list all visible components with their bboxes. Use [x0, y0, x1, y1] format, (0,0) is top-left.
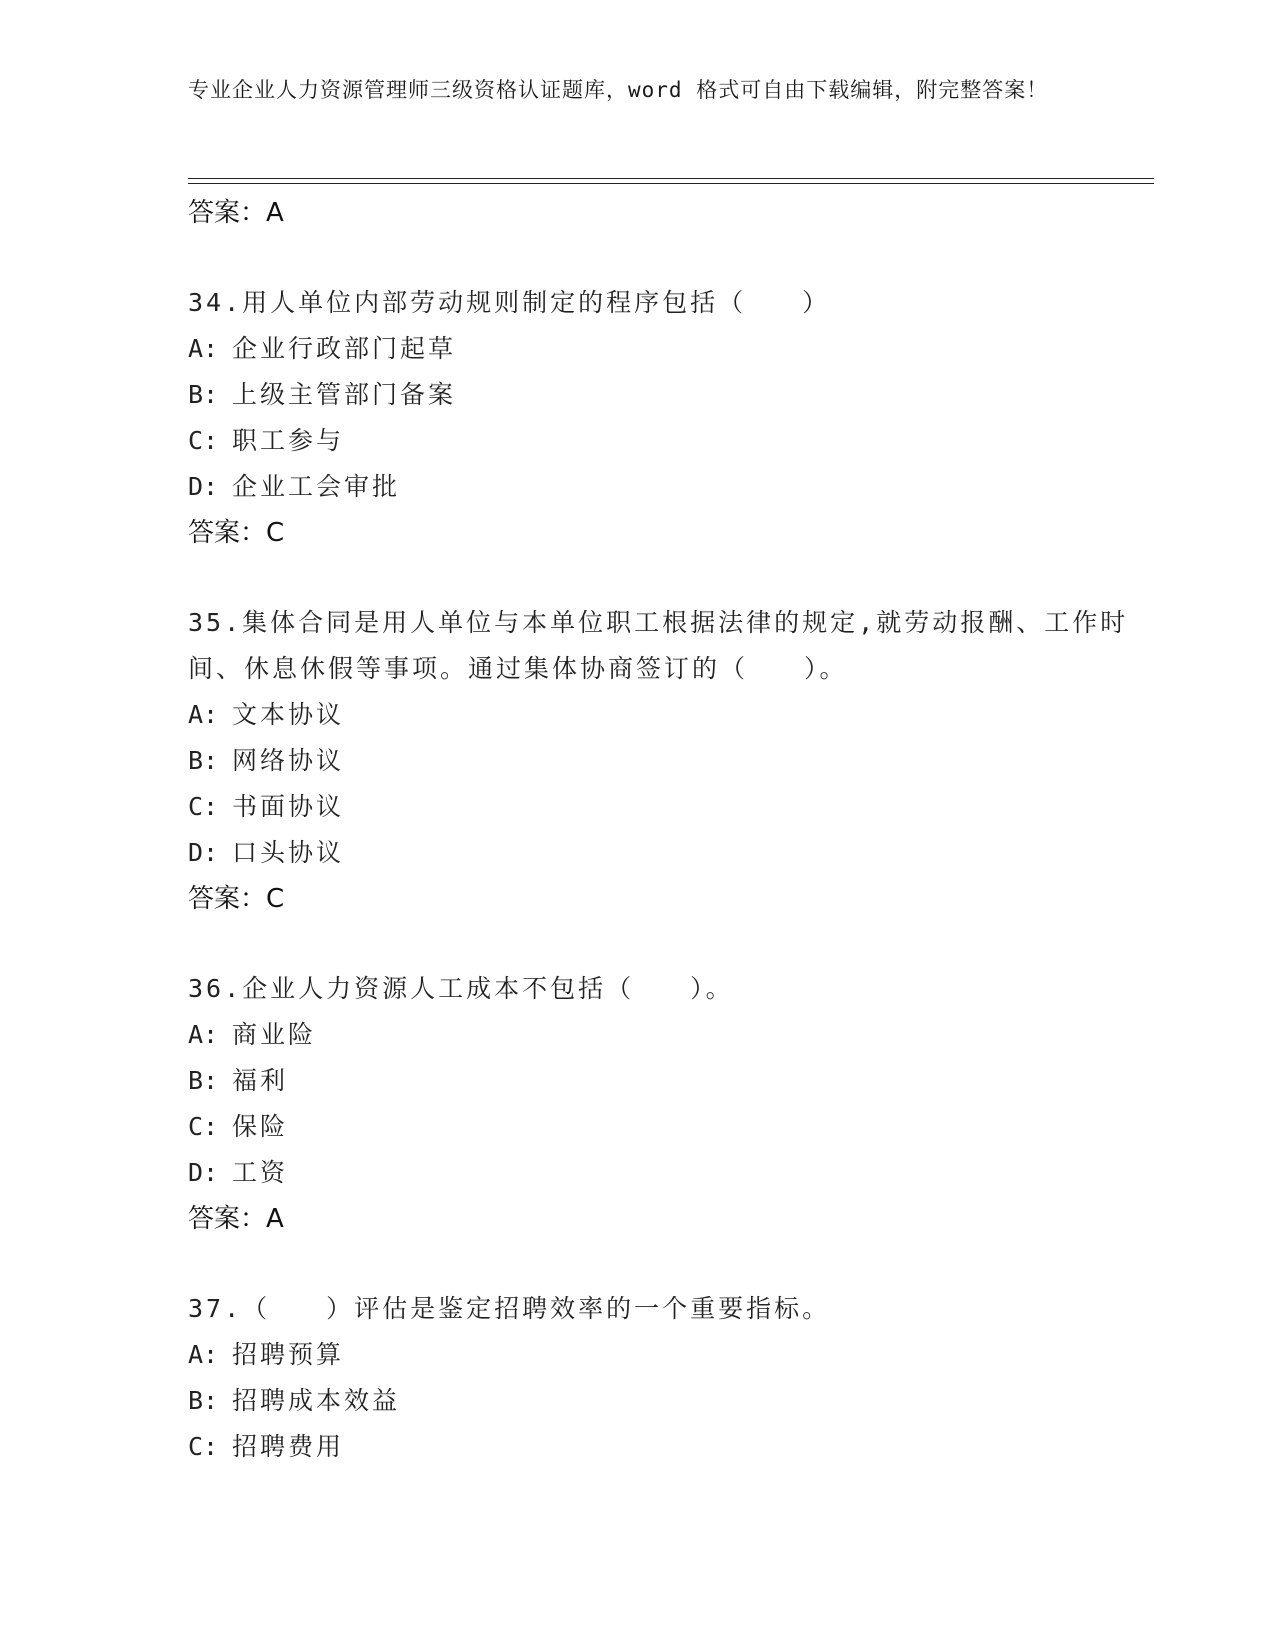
option-text: 书面协议	[232, 792, 345, 821]
option-key: B:	[188, 1386, 219, 1415]
option-a	[188, 326, 1148, 372]
question-stem: 用人单位内部劳动规则制定的程序包括（ ）	[242, 288, 831, 317]
option-a	[188, 692, 1148, 738]
option-text: 网络协议	[232, 746, 345, 775]
question-number: 34.	[188, 288, 243, 317]
page-header: 专业企业人力资源管理师三级资格认证题库，word 格式可自由下载编辑，附完整答案！	[188, 78, 1049, 102]
question-stem: （ ）评估是鉴定招聘效率的一个重要指标。	[242, 1294, 831, 1323]
option-text: 工资	[232, 1158, 289, 1187]
option-c	[188, 1424, 1148, 1470]
option-d	[188, 830, 1148, 876]
option-text: 文本协议	[232, 700, 345, 729]
option-b	[188, 1378, 1148, 1424]
option-text: 企业行政部门起草	[232, 334, 457, 363]
question-number: 35.	[188, 608, 243, 637]
option-key: C:	[188, 426, 219, 455]
option-key: D:	[188, 1158, 219, 1187]
option-text: 口头协议	[232, 838, 345, 867]
option-key: C:	[188, 1112, 219, 1141]
option-a	[188, 1012, 1148, 1058]
question-text	[188, 1286, 1148, 1332]
option-key: A:	[188, 700, 219, 729]
option-key: A:	[188, 334, 219, 363]
option-c	[188, 418, 1148, 464]
option-text: 商业险	[232, 1020, 317, 1049]
option-key: D:	[188, 838, 219, 867]
option-b	[188, 1058, 1148, 1104]
header-rule-top	[188, 178, 1154, 179]
option-text: 职工参与	[232, 426, 345, 455]
question-text	[188, 600, 1148, 692]
option-key: A:	[188, 1340, 219, 1369]
question-stem: 企业人力资源人工成本不包括（ ）。	[242, 974, 734, 1003]
option-c	[188, 784, 1148, 830]
header-rule-bottom	[188, 183, 1154, 184]
question-34	[188, 280, 1148, 326]
option-key: C:	[188, 1432, 219, 1461]
option-d	[188, 464, 1148, 510]
option-key: D:	[188, 472, 219, 501]
option-text: 保险	[232, 1112, 289, 1141]
option-a	[188, 1332, 1148, 1378]
option-d	[188, 1150, 1148, 1196]
question-stem: 集体合同是用人单位与本单位职工根据法律的规定,就劳动报酬、工作时间、休息休假等事项。通过集体协商签订的（ ）。	[188, 608, 1129, 683]
answer-line: 答案：C	[188, 518, 285, 548]
option-text: 招聘成本效益	[232, 1386, 401, 1415]
option-text: 上级主管部门备案	[232, 380, 457, 409]
option-text: 企业工会审批	[232, 472, 401, 501]
option-c	[188, 1104, 1148, 1150]
question-35	[188, 600, 1148, 692]
answer-line: 答案：A	[188, 198, 284, 228]
answer-line: 答案：C	[188, 884, 285, 914]
option-key: B:	[188, 380, 219, 409]
question-text	[188, 280, 1148, 326]
option-key: C:	[188, 792, 219, 821]
option-b	[188, 738, 1148, 784]
question-text	[188, 966, 1148, 1012]
option-key: B:	[188, 746, 219, 775]
question-36	[188, 966, 1148, 1012]
option-text: 福利	[232, 1066, 289, 1095]
option-key: B:	[188, 1066, 219, 1095]
option-text: 招聘费用	[232, 1432, 345, 1461]
option-key: A:	[188, 1020, 219, 1049]
question-37	[188, 1286, 1148, 1332]
answer-line: 答案：A	[188, 1204, 284, 1234]
option-b	[188, 372, 1148, 418]
question-number: 37.	[188, 1294, 243, 1323]
option-text: 招聘预算	[232, 1340, 345, 1369]
question-list	[188, 190, 1148, 1470]
question-number: 36.	[188, 974, 243, 1003]
